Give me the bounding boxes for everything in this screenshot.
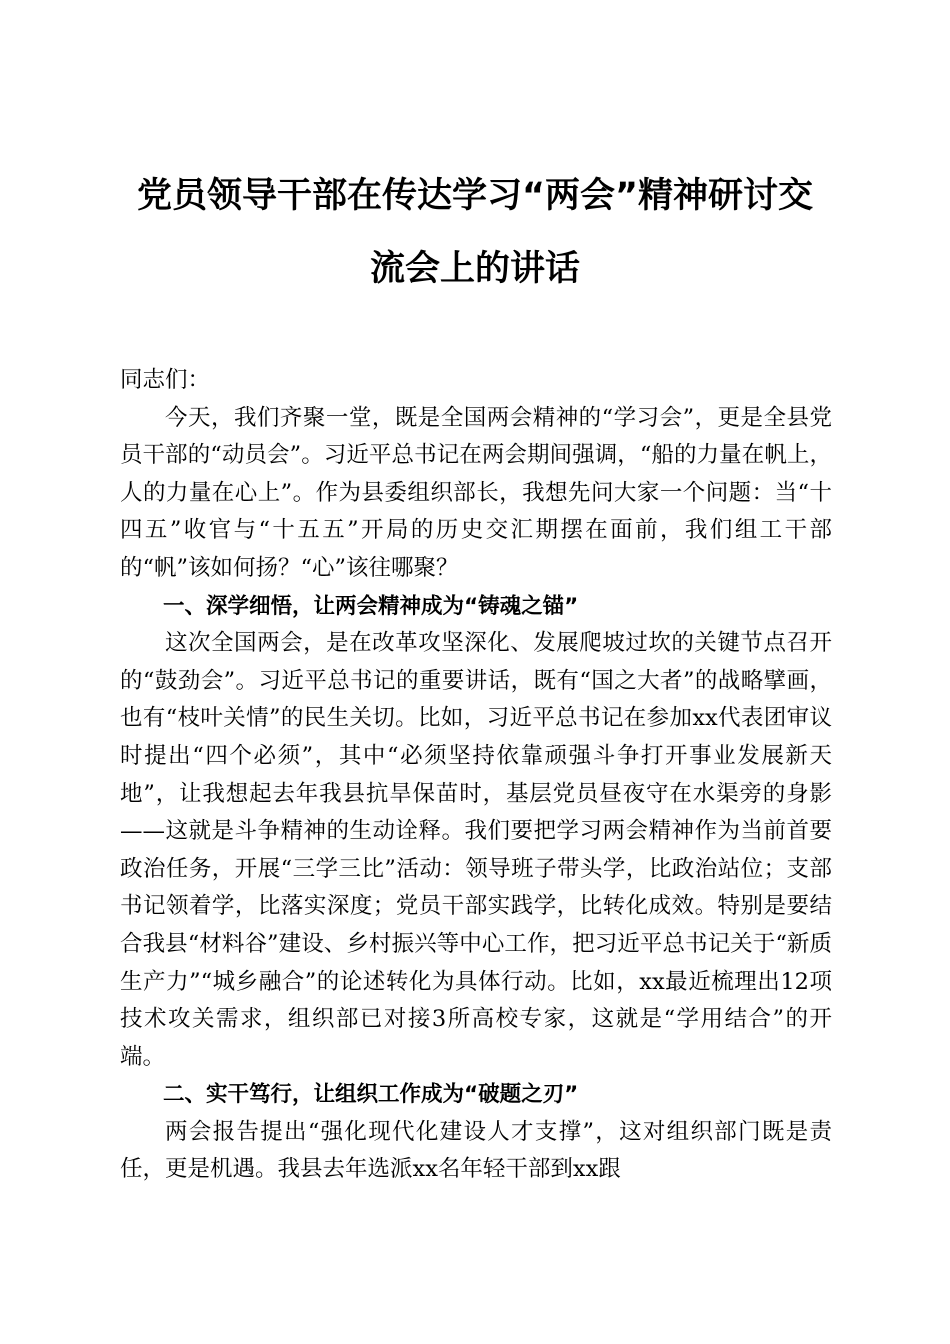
section-heading-1: 一、深学细悟，让两会精神成为“铸魂之锚” [163, 593, 579, 619]
paragraph-opening: 今天，我们齐聚一堂，既是全国两会精神的“学习会”，更是全县党员干部的“动员会”。习近平总书记在两会期间强调，“船的力量在帆上，人的力量在心上”。作为县委组织部长，我想先问大家一个问题：当“十四五”收官与“十五五”开局的历史交汇期摆在面前，我们组工干部的“帆”该如何扬？“心”该往哪聚？ [120, 404, 832, 581]
document-title-line-1: 党员领导干部在传达学习“两会”精神研讨交 [136, 176, 813, 216]
document-title-line-2: 流会上的讲话 [369, 249, 580, 289]
document-body [120, 362, 832, 1189]
salutation: 同志们： [120, 367, 211, 393]
section-1-paragraph: 这次全国两会，是在改革攻坚深化、发展爬坡过坎的关键节点召开的“鼓劲会”。习近平总书记的重要讲话，既有“国之大者”的战略擘画，也有“枝叶关情”的民生关切。比如，习近平总书记在参加xx代表团审议时提出“四个必须”，其中“必须坚持依靠顽强斗争打开事业发展新天地”，让我想起去年我县抗旱保苗时，基层党员昼夜守在水渠旁的身影——这就是斗争精神的生动诠释。我们要把学习两会精神作为当前首要政治任务，开展“三学三比”活动：领导班子带头学，比政治站位；支部书记领着学，比落实深度；党员干部实践学，比转化成效。特别是要结合我县“材料谷”建设、乡村振兴等中心工作，把习近平总书记关于“新质生产力”“城乡融合”的论述转化为具体行动。比如，xx最近梳理出12项技术攻关需求，组织部已对接3所高校专家，这就是“学用结合”的开端。 [120, 630, 832, 1070]
section-2-paragraph: 两会报告提出“强化现代化建设人才支撑”，这对组织部门既是责任，更是机遇。我县去年选派xx名年轻干部到xx跟 [120, 1118, 832, 1183]
section-heading-2: 二、实干笃行，让组织工作成为“破题之刃” [163, 1082, 579, 1108]
